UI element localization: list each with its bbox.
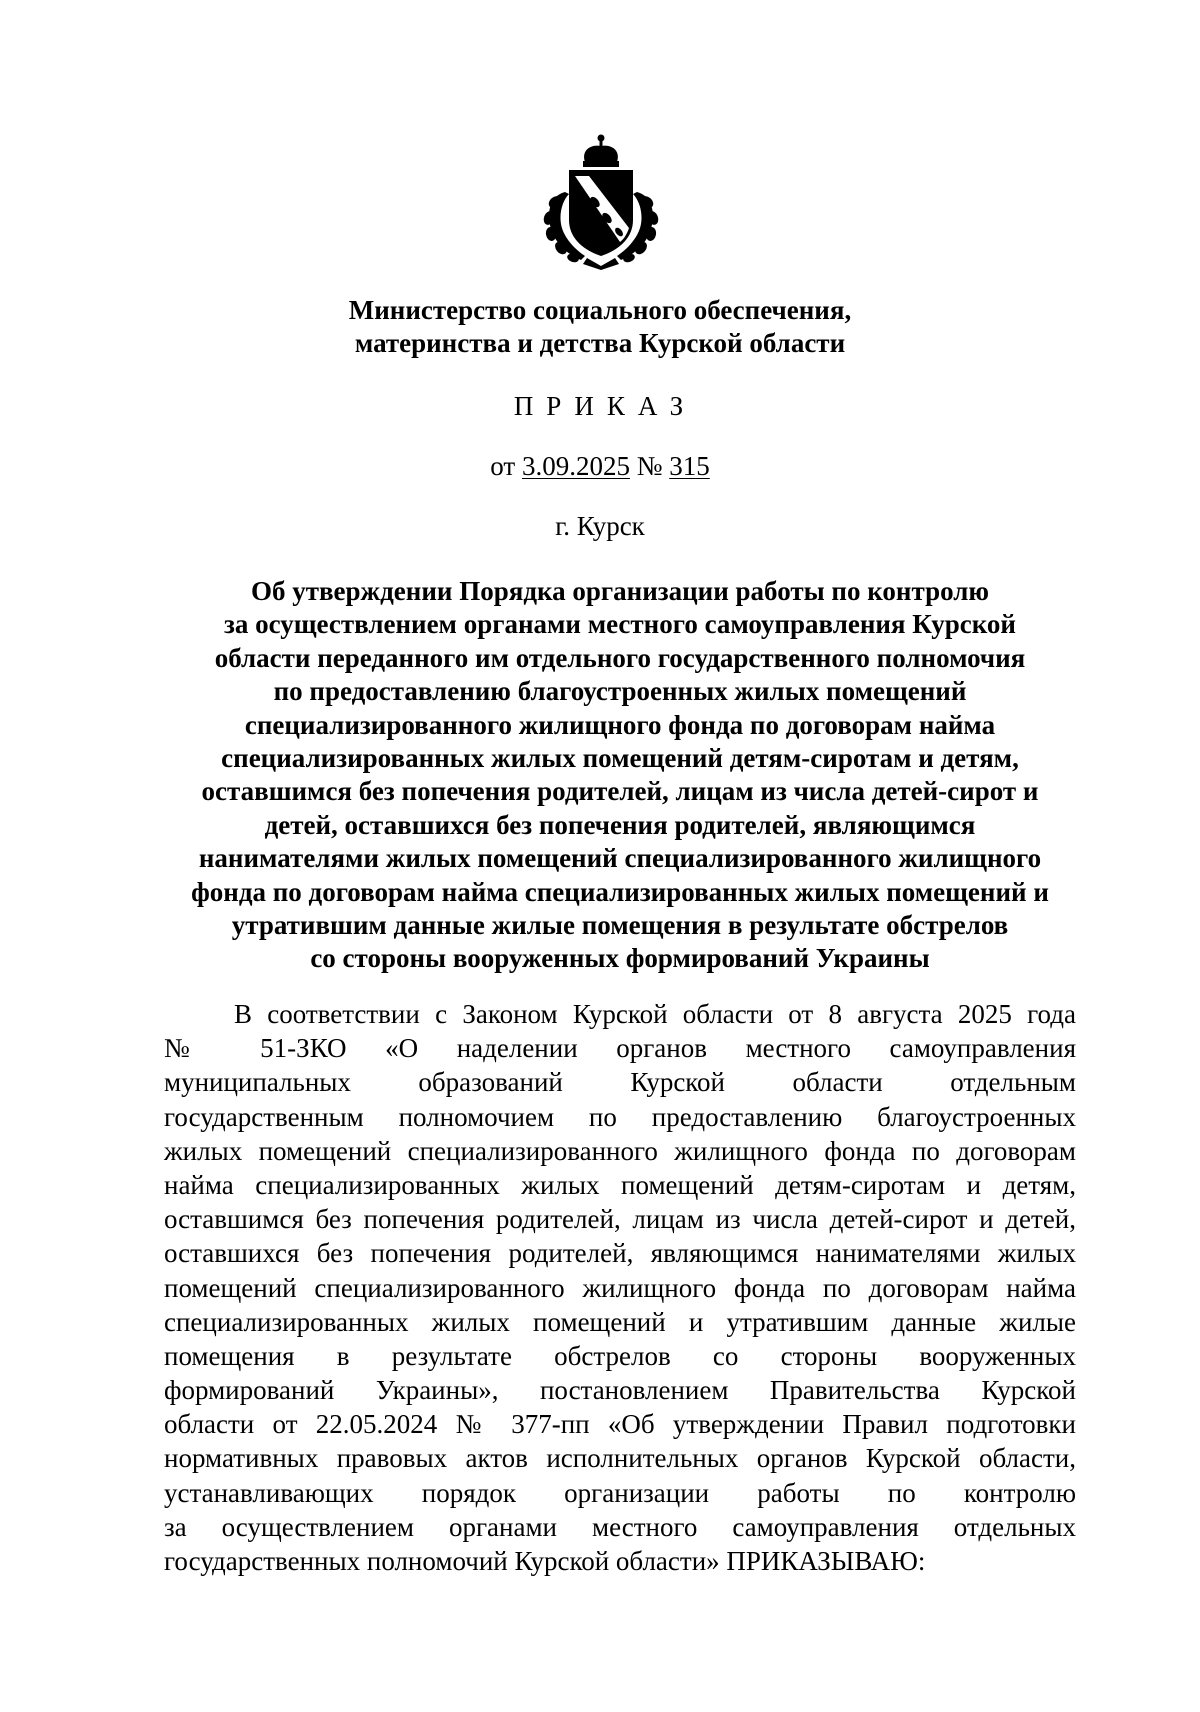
body-line: нормативных правовых актов исполнительных органов Курской области, — [164, 1443, 1076, 1474]
heading-line: со стороны вооруженных формирований Украины — [310, 943, 930, 974]
heading-line: специализированных жилых помещений детям-сиротам и детям, — [221, 743, 1019, 774]
body-line: помещений специализированного жилищного фонда по договорам найма — [164, 1272, 1076, 1303]
date-prefix: от — [490, 451, 516, 481]
order-date: 3.09.2025 — [521, 451, 630, 481]
heading-line: Об утверждении Порядка организации работы по контролю — [250, 576, 990, 606]
city: г. Курск — [555, 511, 645, 541]
body-line: государственных полномочий Курской области» ПРИКАЗЫВАЮ: — [164, 1546, 926, 1576]
organization-line-1: Министерство социального обеспечения, — [348, 295, 852, 325]
body-line: оставшимся без попечения родителей, лицам из числа детей-сирот и детей, — [164, 1204, 1076, 1235]
number-sign: № — [636, 451, 663, 481]
order-title: ПРИКАЗ — [513, 391, 697, 421]
order-date-line — [0, 450, 1200, 483]
order-number: 315 — [669, 451, 710, 481]
body-line: жилых помещений специализированного жилищного фонда по договорам — [164, 1135, 1076, 1166]
body-line: государственным полномочием по предоставлению благоустроенных — [164, 1101, 1076, 1132]
organization-name — [0, 294, 1200, 360]
heading-line: по предоставлению благоустроенных жилых помещений — [273, 676, 967, 707]
body-line: области от 22.05.2024 № 377-пп «Об утверждении Правил подготовки — [164, 1409, 1076, 1440]
body-line: специализированных жилых помещений и утратившим данные жилые — [164, 1306, 1076, 1337]
heading-line: оставшимся без попечения родителей, лицам из числа детей-сирот и — [201, 776, 1039, 807]
body-line: оставшихся без попечения родителей, являющимся нанимателями жилых — [164, 1238, 1076, 1269]
body-line: устанавливающих порядок организации работы по контролю — [164, 1477, 1076, 1508]
heading-line: специализированного жилищного фонда по договорам найма — [244, 709, 996, 740]
document-heading — [160, 575, 1080, 976]
body-line: за осуществлением органами местного самоуправления отдельных — [164, 1511, 1076, 1542]
heading-line: области переданного им отдельного государственного полномочия — [214, 642, 1026, 673]
heading-line: детей, оставшихся без попечения родителей, являющимся — [264, 809, 976, 840]
organization-line-2: материнства и детства Курской области — [354, 328, 846, 358]
kursk-coat-of-arms-icon — [535, 132, 667, 270]
body-line: формирований Украины», постановлением Правительства Курской — [164, 1375, 1076, 1406]
document-body — [164, 997, 1076, 1578]
heading-line: фонда по договорам найма специализированных жилых помещений и — [191, 876, 1049, 907]
body-line: помещения в результате обстрелов со стороны вооруженных — [164, 1340, 1076, 1371]
body-line: муниципальных образований Курской области отдельным — [164, 1067, 1076, 1098]
body-line: № 51-ЗКО «О наделении органов местного самоуправления — [164, 1033, 1076, 1064]
body-line: найма специализированных жилых помещений детям-сиротам и детям, — [164, 1169, 1076, 1200]
heading-line: за осуществлением органами местного самоуправления Курской — [224, 609, 1016, 640]
body-line: В соответствии с Законом Курской области от 8 августа 2025 года — [234, 999, 1076, 1029]
heading-line: нанимателями жилых помещений специализированного жилищного — [198, 843, 1042, 874]
heading-line: утратившим данные жилые помещения в результате обстрелов — [231, 910, 1009, 941]
